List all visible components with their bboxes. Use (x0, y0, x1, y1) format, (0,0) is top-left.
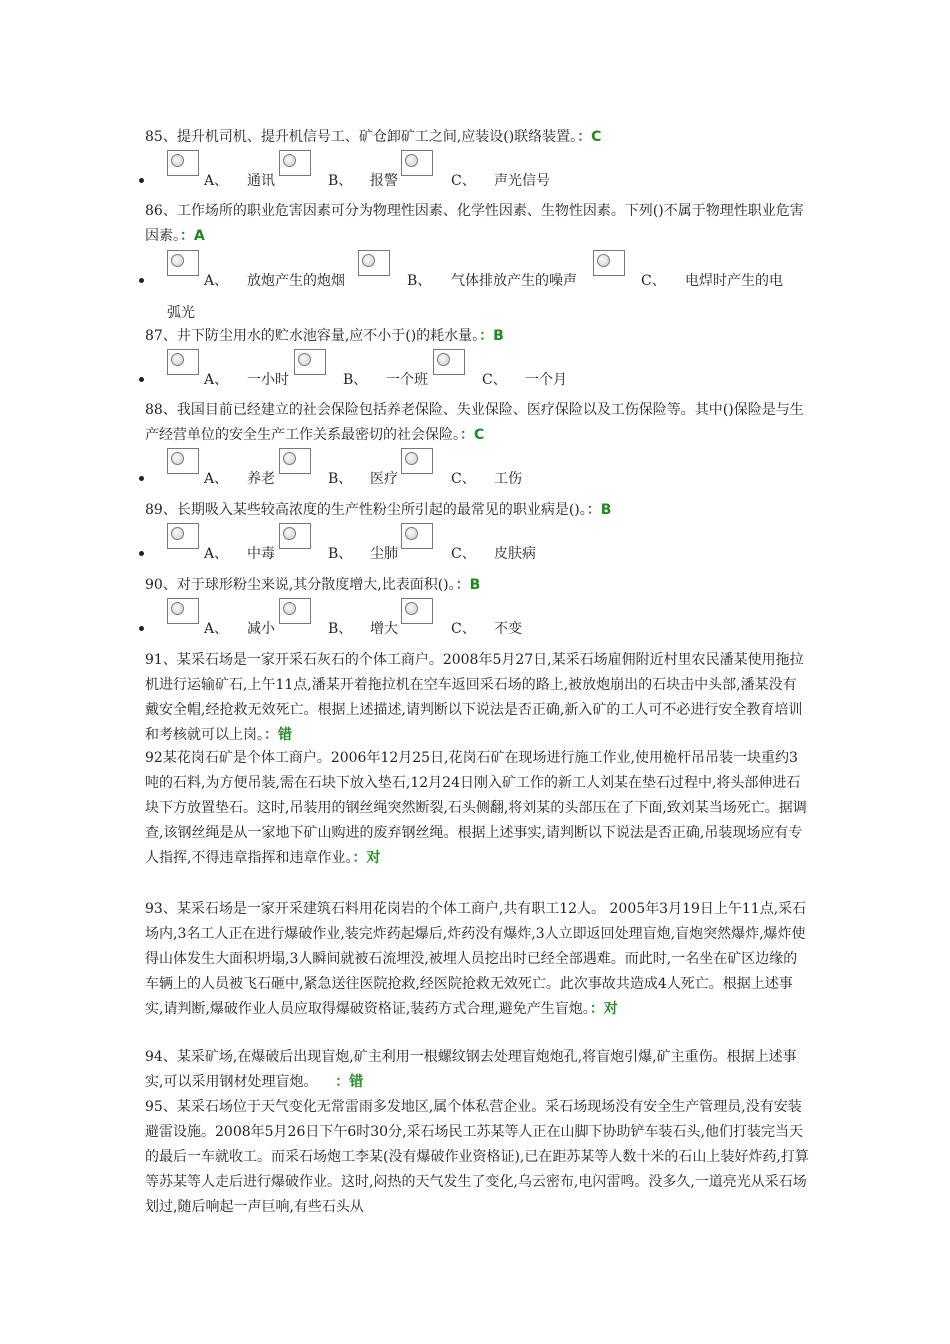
answer-key: ：B (586, 502, 612, 518)
option-letter: A、 (204, 546, 229, 562)
option-text: 增大 (370, 621, 398, 637)
options-row-89 (0, 523, 950, 563)
radio-option-c[interactable] (401, 150, 433, 176)
answer-key: ：A (180, 228, 205, 244)
option-letter: C、 (641, 273, 666, 289)
option-letter: C、 (451, 546, 476, 562)
answer-key: ：对 (352, 850, 381, 866)
answer-key: ：错 (264, 727, 292, 743)
question-93 (145, 897, 810, 1022)
radio-option-c[interactable] (593, 250, 625, 276)
question-text: 90、对于球形粉尘来说,其分散度增大,比表面积()。 (145, 577, 456, 593)
options-row-87 (0, 349, 950, 389)
question-text: 91、某采石场是一家开采石灰石的个体工商户。2008年5月27日,某采石场雇佣附近村里农民潘某使用拖拉机进行运输矿石,上午11点,潘某开着拖拉机在空车返回采石场的路上,被放炮崩出的石块击中头部,潘某没有戴安全帽,经抢救无效死亡。根据上述描述,请判断以下说法是否正确,新入矿的工人可不必进行安全教育培训和考核就可以上岗。 (145, 652, 804, 743)
option-letter: A、 (204, 621, 229, 637)
option-text: 尘肺 (370, 546, 398, 562)
answer-key: ：B (479, 328, 504, 344)
radio-option-b[interactable] (279, 150, 311, 176)
answer-key: ：B (455, 577, 481, 593)
option-text: 中毒 (247, 546, 275, 562)
radio-option-a[interactable] (167, 598, 199, 624)
radio-option-a[interactable] (167, 523, 199, 549)
question-text: 89、长期吸入某些较高浓度的生产性粉尘所引起的最常见的职业病是()。 (145, 502, 587, 518)
radio-option-a[interactable] (167, 448, 199, 474)
option-text: 一小时 (247, 372, 289, 388)
option-text: 不变 (494, 621, 522, 637)
option-text: 一个月 (525, 372, 567, 388)
option-text: 气体排放产生的噪声 (451, 273, 577, 289)
option-text: 放炮产生的炮烟 (247, 273, 345, 289)
options-row-90 (0, 598, 950, 638)
question-86 (145, 199, 810, 249)
option-text: 皮肤病 (494, 546, 536, 562)
option-letter: B、 (343, 372, 368, 388)
options-row-86 (0, 250, 950, 290)
question-94 (145, 1045, 810, 1095)
option-text: 减小 (247, 621, 275, 637)
radio-option-c[interactable] (433, 349, 465, 375)
answer-key: ：C (577, 129, 602, 145)
radio-option-b[interactable] (279, 448, 311, 474)
question-85 (145, 125, 810, 150)
question-text: 95、某采石场位于天气变化无常雷雨多发地区,属个体私营企业。采石场现场没有安全生产管理员,没有安装避雷设施。2008年5月26日下午6时30分,采石场民工苏某等人正在山脚下协助铲车装石头,他们打装完当天的最后一车就收工。而采石场炮工李某(没有爆破作业资格证),已在距苏某等人数十米的石山上装好炸药,打算等苏某等人走后进行爆破作业。这时,闷热的天气发生了变化,乌云密布,电闪雷鸣。没多久,一道亮光从采石场划过,随后响起一声巨响,有些石头从 (145, 1099, 809, 1215)
bullet (139, 476, 144, 481)
option-letter: A、 (204, 273, 229, 289)
question-text: 85、提升机司机、提升机信号工、矿仓卸矿工之间,应装设()联络装置。 (145, 129, 578, 145)
option-text: 医疗 (370, 471, 398, 487)
option-letter: C、 (482, 372, 507, 388)
option-letter: B、 (328, 173, 353, 189)
question-text: 87、井下防尘用水的贮水池容量,应不小于()的耗水量。 (145, 328, 480, 344)
question-text: 86、工作场所的职业危害因素可分为物理性因素、化学性因素、生物性因素。下列()不属于物理性职业危害因素。 (145, 203, 804, 244)
radio-option-c[interactable] (401, 523, 433, 549)
radio-option-a[interactable] (167, 250, 199, 276)
question-text: 93、某采石场是一家开采建筑石料用花岗岩的个体工商户,共有职工12人。 2005年3月19日上午11点,采石场内,3名工人正在进行爆破作业,装完炸药起爆后,炸药没有爆炸,3人立即返回处理盲炮,盲炮突然爆炸,爆炸使得山体发生大面积坍塌,3人瞬间就被石流埋没,被埋人员挖出时已经全部遇难。而此时,一名坐在矿区边缘的车辆上的人员被飞石砸中,紧急送往医院抢救,经医院抢救无效死亡。此次事故共造成4人死亡。根据上述事实,请判断,爆破作业人员应取得爆破资格证,装药方式合理,避免产生盲炮。 (145, 901, 807, 1017)
option-text: 工伤 (494, 471, 522, 487)
option-text: 通讯 (247, 173, 275, 189)
answer-key: ：错 (335, 1074, 364, 1090)
option-letter: C、 (451, 471, 476, 487)
answer-key: ：C (460, 427, 485, 443)
option-letter: A、 (204, 372, 229, 388)
question-88 (145, 398, 810, 448)
radio-option-b[interactable] (294, 349, 326, 375)
bullet (139, 551, 144, 556)
bullet (139, 626, 144, 631)
bullet (139, 178, 144, 183)
option-letter: B、 (407, 273, 432, 289)
option-text: 电焊时产生的电 (685, 273, 783, 289)
option-letter: A、 (204, 471, 229, 487)
question-87 (145, 324, 810, 349)
question-91 (145, 648, 810, 748)
options-row-85 (0, 150, 950, 190)
question-89 (145, 498, 810, 523)
bullet (139, 377, 144, 382)
option-letter: C、 (451, 621, 476, 637)
option-letter: A、 (204, 173, 229, 189)
question-92 (145, 746, 810, 871)
radio-option-c[interactable] (401, 448, 433, 474)
bullet (139, 278, 144, 283)
option-letter: B、 (328, 546, 353, 562)
options-row-88 (0, 448, 950, 488)
option-text-continued: 弧光 (167, 305, 195, 321)
option-text: 一个班 (386, 372, 428, 388)
question-text: 92某花岗石矿是个体工商户。2006年12月25日,花岗石矿在现场进行施工作业,使用桅杆吊吊装一块重约3吨的石料,为方便吊装,需在石块下放入垫石,12月24日刚入矿工作的新工人刘某在垫石过程中,将头部伸进石块下方放置垫石。这时,吊装用的钢丝绳突然断裂,石头侧翻,将刘某的头部压在了下面,致刘某当场死亡。据调查,该钢丝绳是从一家地下矿山购进的废弃钢丝绳。根据上述事实,请判断以下说法是否正确,吊装现场应有专人指挥,不得违章指挥和违章作业。 (145, 750, 807, 866)
question-90 (145, 573, 810, 598)
option-letter: C、 (451, 173, 476, 189)
option-text: 养老 (247, 471, 275, 487)
question-text: 94、某采矿场,在爆破后出现盲炮,矿主利用一根螺纹钢去处理盲炮炮孔,将盲炮引爆,矿主重伤。根据上述事实,可以采用钢材处理盲炮。 (145, 1049, 797, 1090)
question-95 (145, 1095, 810, 1220)
option-text: 声光信号 (494, 173, 550, 189)
radio-option-a[interactable] (167, 349, 199, 375)
radio-option-c[interactable] (401, 598, 433, 624)
radio-option-b[interactable] (279, 598, 311, 624)
option-text: 报警 (370, 173, 398, 189)
radio-option-a[interactable] (167, 150, 199, 176)
option-letter: B、 (328, 621, 353, 637)
radio-option-b[interactable] (358, 250, 390, 276)
option-letter: B、 (328, 471, 353, 487)
answer-key: ：对 (589, 1001, 618, 1017)
question-text: 88、我国目前已经建立的社会保险包括养老保险、失业保险、医疗保险以及工伤保险等。其中()保险是与生产经营单位的安全生产工作关系最密切的社会保险。 (145, 402, 804, 443)
radio-option-b[interactable] (279, 523, 311, 549)
